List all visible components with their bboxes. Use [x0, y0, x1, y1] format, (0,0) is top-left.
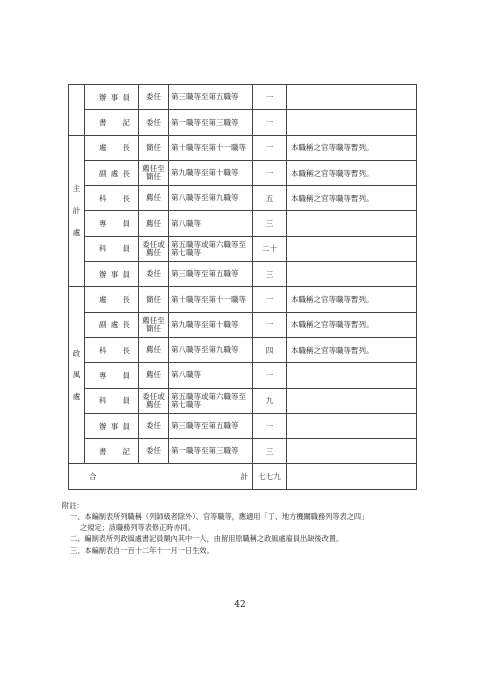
grade-range: 第十職等至第十一職等 [169, 135, 253, 160]
grade-range: 第五職等或第六職等至第七職等 [169, 236, 253, 261]
position-title: 專員 [85, 363, 139, 388]
table-row [69, 85, 417, 110]
rank-class: 薦任 [139, 337, 169, 362]
remark: 本職稱之官等職等暫列。 [287, 186, 417, 211]
notes-heading: 附註： [62, 501, 84, 510]
rank-class: 薦任 [139, 363, 169, 388]
headcount: 一 [253, 160, 287, 185]
remark: 本職稱之官等職等暫列。 [287, 337, 417, 362]
headcount: 三 [253, 439, 287, 464]
remark [287, 363, 417, 388]
position-title: 科員 [85, 236, 139, 261]
headcount: 二十 [253, 236, 287, 261]
headcount: 三 [253, 211, 287, 236]
total-row [69, 464, 417, 489]
position-title: 副處長 [85, 160, 139, 185]
total-remark [287, 464, 417, 489]
grade-range: 第一職等至第三職等 [169, 110, 253, 135]
table-row [69, 110, 417, 135]
total-label [69, 464, 253, 489]
total-headcount: 七七九 [253, 464, 287, 489]
rank-class: 薦任至簡任 [139, 160, 169, 185]
table-row [69, 388, 417, 413]
footnotes [62, 500, 432, 556]
position-title: 專員 [85, 211, 139, 236]
remark [287, 439, 417, 464]
headcount: 三 [253, 262, 287, 287]
table-row [69, 186, 417, 211]
position-title: 副處長 [85, 312, 139, 337]
department-label [69, 135, 85, 287]
position-title: 科長 [85, 337, 139, 362]
rank-class: 薦任 [139, 211, 169, 236]
grade-range: 第一職等至第三職等 [169, 439, 253, 464]
remark: 本職稱之官等職等暫列。 [287, 287, 417, 312]
rank-class: 薦任 [139, 186, 169, 211]
headcount: 一 [253, 312, 287, 337]
remark [287, 211, 417, 236]
position-title: 書記 [85, 110, 139, 135]
headcount: 一 [253, 110, 287, 135]
department-label [69, 287, 85, 464]
grade-range: 第三職等至第五職等 [169, 262, 253, 287]
remark [287, 85, 417, 110]
remark: 本職稱之官等職等暫列。 [287, 312, 417, 337]
total-label-left: 合 [89, 472, 97, 482]
remark [287, 413, 417, 438]
headcount: 一 [253, 287, 287, 312]
department-label [69, 85, 85, 136]
rank-class: 委任或薦任 [139, 388, 169, 413]
department-char: 處 [72, 227, 81, 237]
table-row [69, 312, 417, 337]
grade-range: 第八職等至第九職等 [169, 337, 253, 362]
grade-range: 第十職等至第十一職等 [169, 287, 253, 312]
table-row [69, 135, 417, 160]
table-row [69, 287, 417, 312]
headcount: 一 [253, 363, 287, 388]
staffing-table [68, 84, 417, 490]
rank-class: 委任 [139, 439, 169, 464]
table-row [69, 211, 417, 236]
grade-range: 第九職等至第十職等 [169, 312, 253, 337]
grade-range: 第九職等至第十職等 [169, 160, 253, 185]
rank-class: 委任或薦任 [139, 236, 169, 261]
rank-class: 委任 [139, 110, 169, 135]
table-row [69, 439, 417, 464]
grade-range: 第八職等至第九職等 [169, 186, 253, 211]
headcount: 四 [253, 337, 287, 362]
remark: 本職稱之官等職等暫列。 [287, 160, 417, 185]
department-char: 政 [72, 348, 81, 358]
note-item-1-continued: 之規定；該職務列等表修正時亦同。 [80, 523, 196, 533]
headcount: 一 [253, 413, 287, 438]
page-number: 42 [234, 600, 246, 610]
note-item-2: 二、編制表所列政風處書記員額內其中一人，由留用原職稱之政風處雇員出缺後改置。 [70, 534, 344, 544]
headcount: 五 [253, 186, 287, 211]
rank-class: 委任 [139, 262, 169, 287]
note-item-3: 三、本編制表自一百十二年十一月一日生效。 [70, 545, 214, 555]
position-title: 科員 [85, 388, 139, 413]
department-char: 風 [72, 370, 81, 380]
grade-range: 第八職等 [169, 363, 253, 388]
position-title: 辦事員 [85, 262, 139, 287]
grade-range: 第八職等 [169, 211, 253, 236]
table-row [69, 413, 417, 438]
rank-class: 委任 [139, 413, 169, 438]
position-title: 書記 [85, 439, 139, 464]
table-row [69, 236, 417, 261]
table-row [69, 337, 417, 362]
note-item-1: 一、本編制表所列職稱（列師級者除外）、官等職等，應適用「丁、地方機關職務列等表之四」 [70, 512, 369, 522]
position-title: 處長 [85, 287, 139, 312]
rank-class: 委任 [139, 85, 169, 110]
table-row [69, 160, 417, 185]
grade-range: 第五職等或第六職等至第七職等 [169, 388, 253, 413]
grade-range: 第三職等至第五職等 [169, 85, 253, 110]
position-title: 科長 [85, 186, 139, 211]
position-title: 辦事員 [85, 413, 139, 438]
department-char: 計 [72, 206, 81, 216]
remark [287, 236, 417, 261]
table-row [69, 262, 417, 287]
remark [287, 262, 417, 287]
remark [287, 388, 417, 413]
position-title: 處長 [85, 135, 139, 160]
headcount: 一 [253, 135, 287, 160]
rank-class: 簡任 [139, 135, 169, 160]
headcount: 九 [253, 388, 287, 413]
table-row [69, 363, 417, 388]
department-char: 主 [72, 184, 81, 194]
remark [287, 110, 417, 135]
total-label-right: 計 [240, 472, 248, 482]
remark: 本職稱之官等職等暫列。 [287, 135, 417, 160]
position-title: 辦事員 [85, 85, 139, 110]
department-char: 處 [72, 392, 81, 402]
headcount: 一 [253, 85, 287, 110]
rank-class: 薦任至簡任 [139, 312, 169, 337]
grade-range: 第三職等至第五職等 [169, 413, 253, 438]
rank-class: 簡任 [139, 287, 169, 312]
